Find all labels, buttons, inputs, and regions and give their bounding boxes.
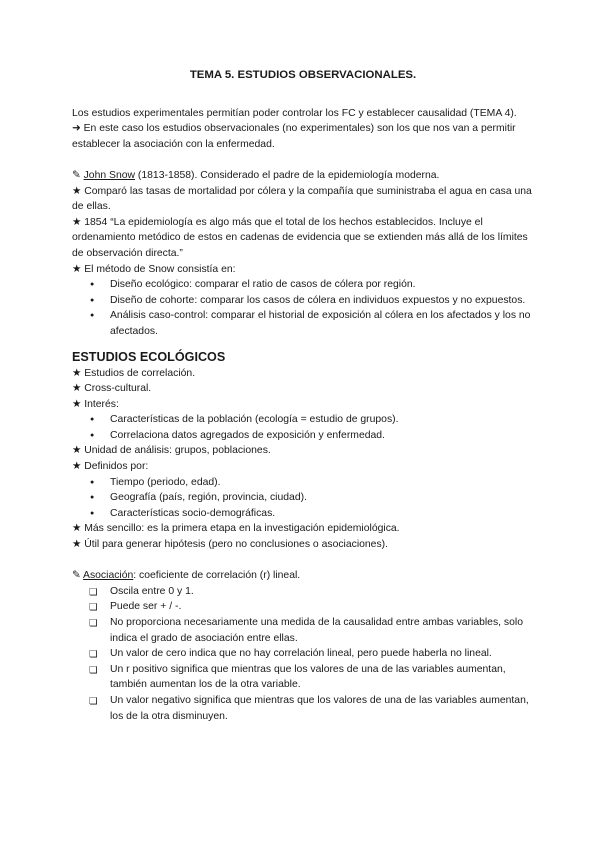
- pencil-icon: ✎: [72, 169, 84, 181]
- list-item: ❏ Un valor de cero indica que no hay correlación lineal, pero puede haberla no lineal.: [72, 646, 534, 662]
- snow-point-2: ★ 1854 “La epidemiología es algo más que el total de los hechos establecidos. Incluye el ordenamiento metódico de estos en cadenas de evidencia que se extienden más allá de los límites de observación directa.”: [72, 216, 528, 259]
- snow-point-1: ★ Comparó las tasas de mortalidad por cólera y la compañía que suministraba el agua en casa una de ellas.: [72, 185, 532, 213]
- page-title: TEMA 5. ESTUDIOS OBSERVACIONALES.: [189, 69, 417, 81]
- john-snow-term: John Snow: [83, 169, 136, 181]
- checkbox-icon: ❏: [89, 664, 98, 676]
- asociacion-list: [72, 584, 534, 724]
- snow-heading-line: [72, 168, 534, 184]
- eco-line-1: ★ Estudios de correlación.: [72, 367, 196, 379]
- list-item: ● Características de la población (ecología = estudio de grupos).: [72, 412, 534, 428]
- asociacion-heading-rest: : coeficiente de correlación (r) lineal.: [133, 570, 301, 582]
- checkbox-icon: ❏: [89, 618, 98, 629]
- list-item: ● Tiempo (periodo, edad).: [72, 475, 534, 491]
- list-item: ❏ Oscila entre 0 y 1.: [72, 584, 534, 600]
- eco-line-2: ★ Cross-cultural.: [72, 383, 152, 395]
- list-item: ● Diseño de cohorte: comparar los casos de cólera en individuos expuestos y no expuestos.: [72, 293, 534, 309]
- list-item: ❏ Un valor negativo significa que mientras que los valores de una de las variables aumentan, los de la otra disminuyen.: [89, 694, 529, 722]
- list-item: ● Características socio-demográficas.: [72, 506, 534, 522]
- intro-paragraph-1: Los estudios experimentales permitían poder controlar los FC y establecer causalidad (TEMA 4).: [72, 107, 517, 119]
- document-page: [72, 68, 534, 724]
- eco-line-5: ★ Definidos por:: [72, 461, 149, 473]
- list-item: ● Diseño ecológico: comparar el ratio de casos de cólera por región.: [72, 277, 534, 293]
- list-item: ● Geografía (país, región, provincia, ciudad).: [72, 490, 534, 506]
- asociacion-term: Asociación: [83, 570, 134, 582]
- list-item: ● Análisis caso-control: comparar el historial de exposición al cólera en los afectados y los no afectados.: [72, 308, 534, 339]
- snow-methods-list: [72, 277, 534, 339]
- snow-point-3: ★ El método de Snow consistía en:: [72, 263, 236, 275]
- spacer: [72, 340, 534, 348]
- checkbox-icon: ❏: [89, 602, 98, 614]
- eco-line-7: ★ Útil para generar hipótesis (pero no conclusiones o asociaciones).: [72, 539, 389, 551]
- section-heading-ecologicos: ESTUDIOS ECOLÓGICOS: [72, 349, 226, 364]
- list-item: ❏ Puede ser + / -.: [72, 599, 534, 615]
- pencil-icon: ✎: [72, 570, 84, 582]
- checkbox-icon: ❏: [89, 649, 98, 661]
- eco-line-4: ★ Unidad de análisis: grupos, poblaciones.: [72, 445, 271, 457]
- spacer: [72, 152, 534, 168]
- spacer: [72, 553, 534, 569]
- list-item: ● Correlaciona datos agregados de exposición y enfermedad.: [72, 428, 534, 444]
- asociacion-heading-line: [72, 568, 534, 584]
- snow-heading-rest: (1813-1858). Considerado el padre de la epidemiología moderna.: [135, 169, 440, 181]
- eco-line-6: ★ Más sencillo: es la primera etapa en la investigación epidemiológica.: [72, 523, 400, 535]
- list-item: ❏ Un r positivo significa que mientras que los valores de una de las variables aumentan, también aumentan los de la otra variable.: [89, 663, 506, 691]
- list-item: ❏ No proporciona necesariamente una medida de la causalidad entre ambas variables, solo indica el grado de asociación entre ellas.: [89, 617, 523, 644]
- definidos-list: [72, 475, 534, 522]
- interes-list: [72, 412, 534, 443]
- checkbox-icon: ❏: [89, 586, 98, 598]
- intro-paragraph-2: ➜ En este caso los estudios observacionales (no experimentales) son los que nos van a permitir establecer la asociación con la enfermedad.: [72, 123, 516, 150]
- checkbox-icon: ❏: [89, 695, 98, 707]
- eco-line-3: ★ Interés:: [72, 398, 119, 410]
